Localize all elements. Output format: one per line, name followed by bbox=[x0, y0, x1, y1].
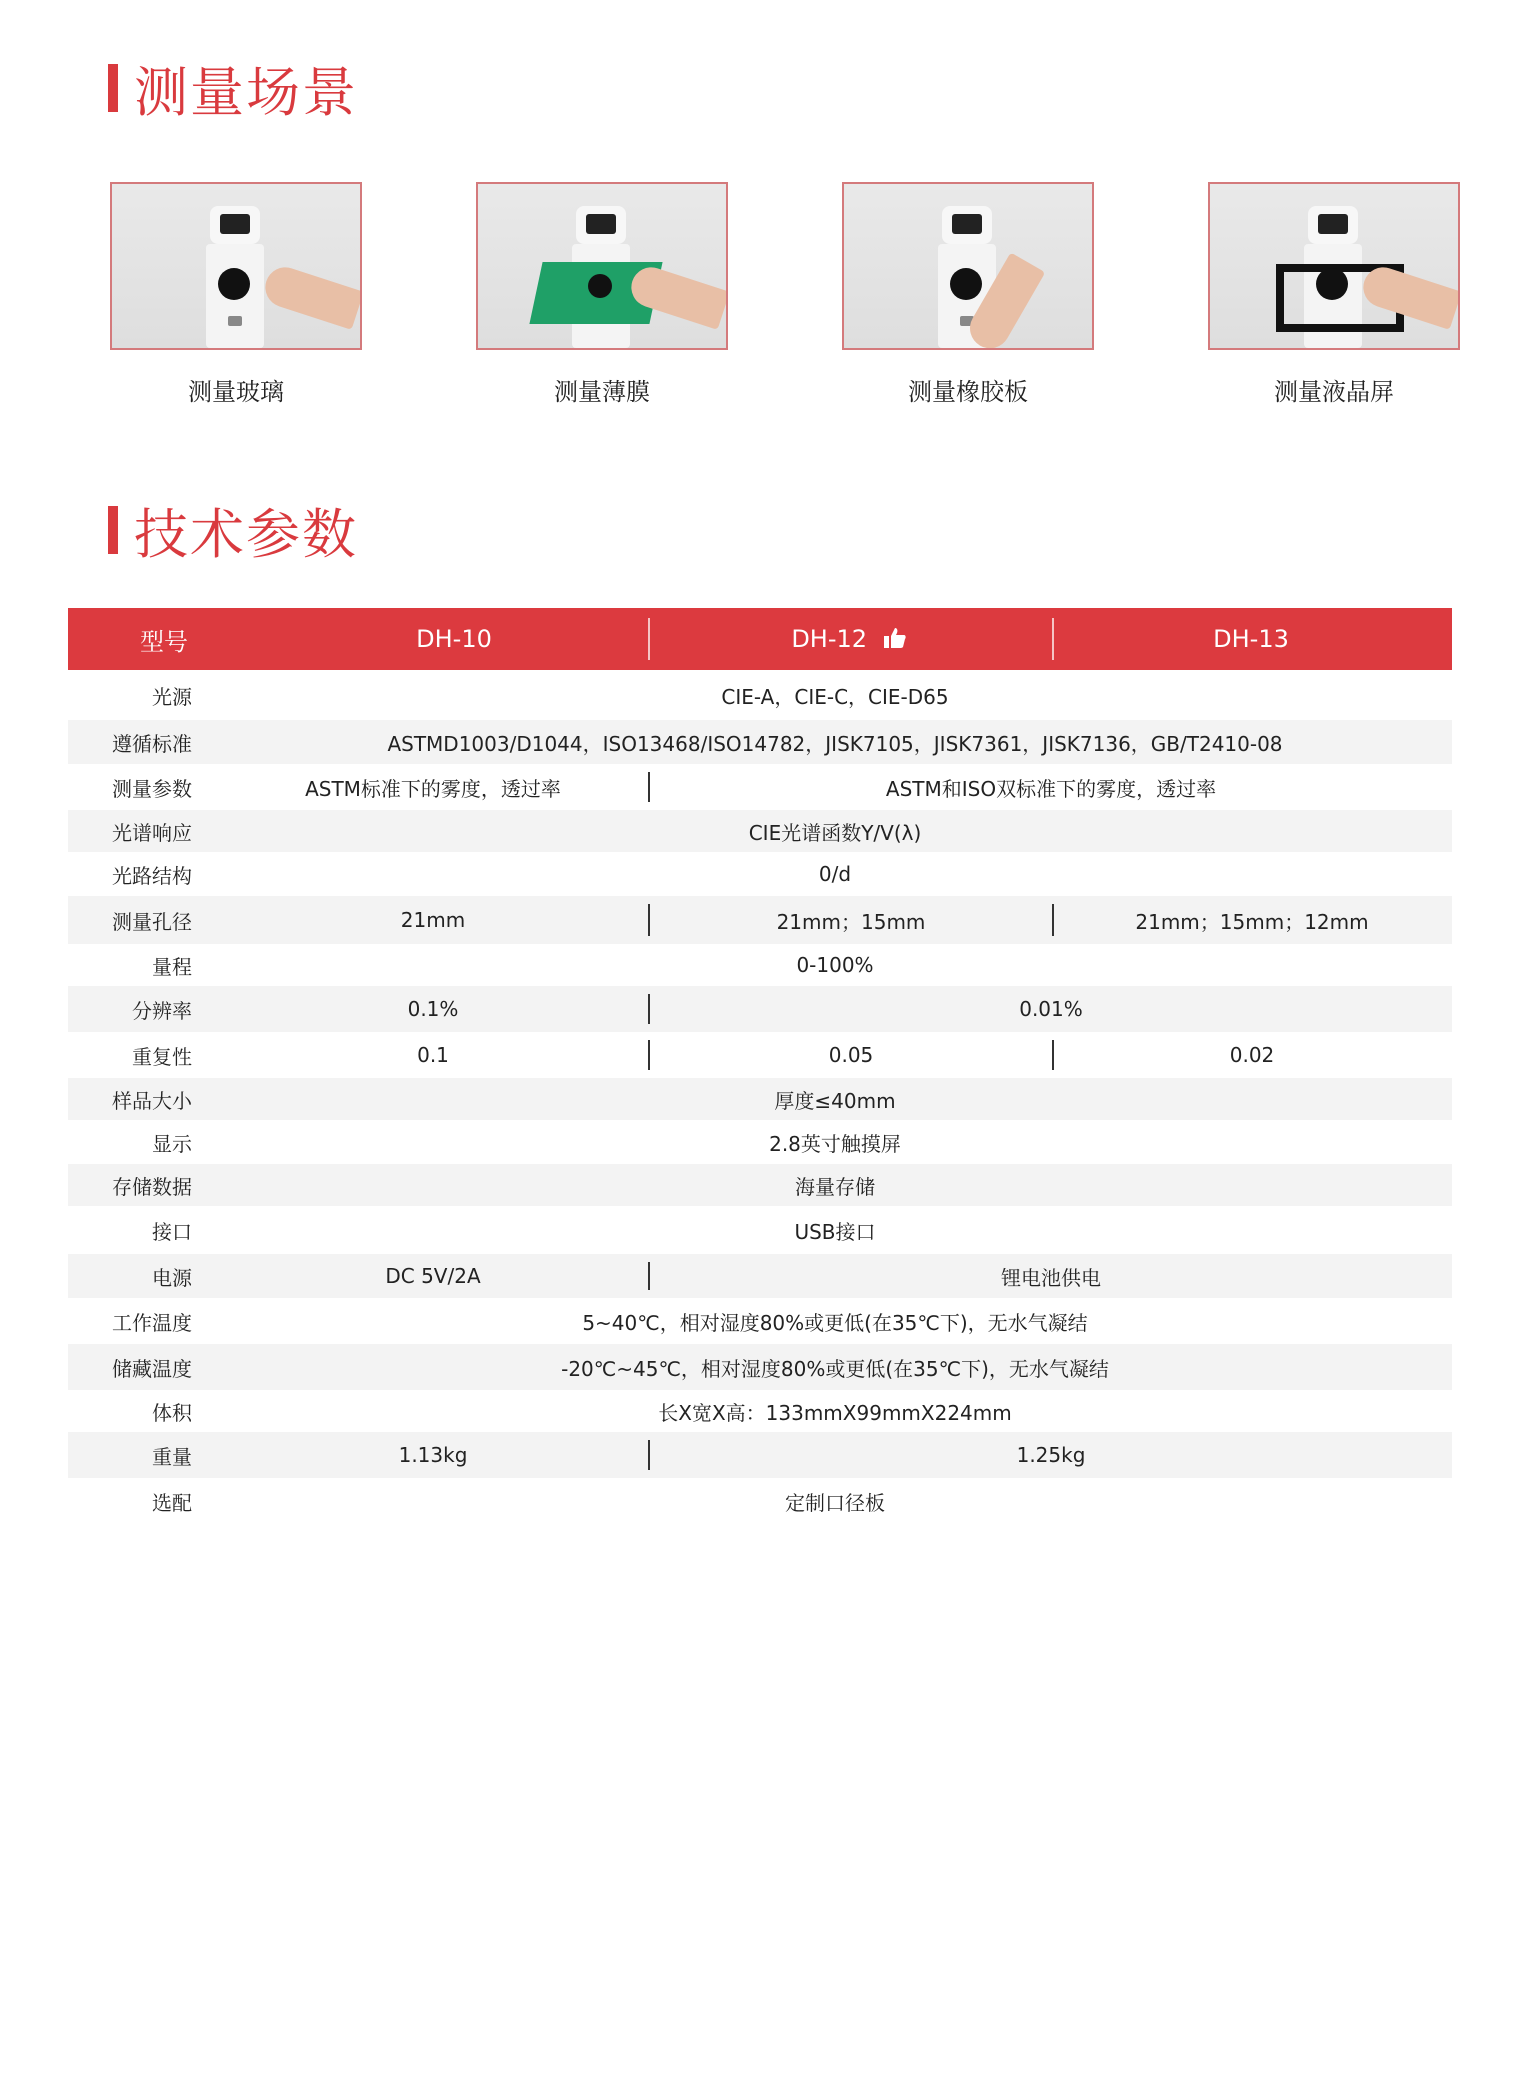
spec-row-value: 0.1 bbox=[417, 1043, 449, 1067]
spec-row-value: 21mm；15mm bbox=[776, 909, 926, 934]
spec-row-value: CIE光谱函数Y/V(λ) bbox=[748, 820, 922, 845]
spec-row bbox=[68, 1478, 1452, 1524]
scene-caption: 测量玻璃 bbox=[188, 378, 284, 406]
scene-card-rubber bbox=[842, 182, 1094, 407]
column-divider bbox=[648, 1040, 650, 1070]
spec-row-value: 0.1% bbox=[407, 997, 459, 1021]
scene-card-glass bbox=[110, 182, 362, 407]
spec-row bbox=[68, 1164, 1452, 1206]
spec-row-value: 定制口径板 bbox=[785, 1490, 885, 1515]
spec-row bbox=[68, 852, 1452, 896]
spec-row-label: 样品大小 bbox=[112, 1088, 192, 1113]
spec-row bbox=[68, 1390, 1452, 1432]
header-model-label: 型号 bbox=[140, 627, 188, 656]
spec-row-value: 21mm；15mm；12mm bbox=[1135, 909, 1369, 934]
spec-table-header bbox=[68, 608, 1452, 670]
scene-caption: 测量薄膜 bbox=[554, 378, 650, 406]
spec-row-value: 锂电池供电 bbox=[1001, 1265, 1101, 1290]
scene-photo-lcd bbox=[1208, 182, 1460, 350]
spec-row-label: 工作温度 bbox=[112, 1310, 192, 1335]
spec-row-value: CIE-A，CIE-C，CIE-D65 bbox=[721, 684, 949, 709]
spec-row bbox=[68, 1254, 1452, 1298]
spec-row-value: 1.25kg bbox=[1016, 1443, 1086, 1467]
header-model-dh10: DH-10 bbox=[416, 625, 492, 653]
spec-row-value: ASTM标准下的雾度，透过率 bbox=[305, 776, 561, 801]
scene-photo-rubber bbox=[842, 182, 1094, 350]
thumbs-up-icon bbox=[883, 627, 907, 649]
column-divider bbox=[1052, 904, 1054, 936]
column-divider bbox=[648, 1262, 650, 1290]
spec-row-label: 选配 bbox=[152, 1490, 192, 1515]
spec-row-label: 测量参数 bbox=[112, 776, 192, 801]
scene-photo-film bbox=[476, 182, 728, 350]
spec-table bbox=[68, 608, 1452, 1524]
spec-row-label: 体积 bbox=[152, 1400, 192, 1425]
spec-row-value: 5~40℃，相对湿度80%或更低(在35℃下)，无水气凝结 bbox=[582, 1310, 1088, 1335]
spec-row bbox=[68, 720, 1452, 764]
spec-table-body bbox=[68, 670, 1452, 1524]
section-title-scenes bbox=[108, 52, 358, 124]
spec-row bbox=[68, 1120, 1452, 1164]
section-title-specs bbox=[108, 494, 358, 566]
spec-row-label: 量程 bbox=[152, 954, 192, 979]
spec-row bbox=[68, 764, 1452, 810]
section-title-text: 测量场景 bbox=[134, 60, 358, 124]
header-model-dh12-text: DH-12 bbox=[791, 625, 868, 653]
spec-row bbox=[68, 1032, 1452, 1078]
spec-row bbox=[68, 810, 1452, 852]
scene-card-film bbox=[476, 182, 728, 407]
spec-row-label: 重量 bbox=[152, 1444, 192, 1469]
spec-row-value: 0/d bbox=[818, 862, 852, 886]
scene-caption: 测量橡胶板 bbox=[908, 378, 1028, 406]
spec-row-value: 0.02 bbox=[1229, 1043, 1275, 1067]
spec-row-value: 21mm bbox=[400, 908, 466, 932]
spec-row-value: 0.01% bbox=[1019, 997, 1083, 1021]
column-divider bbox=[648, 904, 650, 936]
spec-row bbox=[68, 944, 1452, 986]
spec-row-label: 分辨率 bbox=[132, 998, 192, 1023]
spec-row-value: ASTMD1003/D1044，ISO13468/ISO14782，JISK7105，JISK7361，JISK7136，GB/T2410-08 bbox=[387, 731, 1283, 756]
spec-row-label: 显示 bbox=[152, 1131, 192, 1156]
title-accent-bar bbox=[108, 506, 118, 554]
scene-caption: 测量液晶屏 bbox=[1274, 378, 1394, 406]
spec-row bbox=[68, 1344, 1452, 1390]
spec-row-value: 0-100% bbox=[796, 953, 874, 977]
spec-row bbox=[68, 670, 1452, 720]
spec-row-value: 海量存储 bbox=[795, 1174, 875, 1199]
header-model-dh13: DH-13 bbox=[1213, 625, 1289, 653]
column-divider bbox=[648, 994, 650, 1024]
spec-row-value: ASTM和ISO双标准下的雾度，透过率 bbox=[885, 776, 1217, 801]
spec-row bbox=[68, 1078, 1452, 1120]
spec-row-value: DC 5V/2A bbox=[385, 1264, 481, 1288]
spec-row bbox=[68, 1298, 1452, 1344]
spec-row-label: 重复性 bbox=[132, 1044, 192, 1069]
spec-row-label: 储藏温度 bbox=[112, 1356, 192, 1381]
spec-row-label: 遵循标准 bbox=[112, 731, 192, 756]
header-model-dh12 bbox=[648, 625, 1050, 653]
spec-row-value: 2.8英寸触摸屏 bbox=[769, 1131, 901, 1156]
spec-row-label: 接口 bbox=[152, 1219, 192, 1244]
spec-row-value: 1.13kg bbox=[398, 1443, 468, 1467]
column-divider bbox=[648, 772, 650, 802]
column-divider bbox=[1052, 1040, 1054, 1070]
spec-row-value: USB接口 bbox=[794, 1219, 876, 1244]
spec-row-value: 厚度≤40mm bbox=[774, 1088, 896, 1113]
scene-gallery bbox=[110, 182, 1466, 412]
title-accent-bar bbox=[108, 64, 118, 112]
spec-row-value: 0.05 bbox=[828, 1043, 874, 1067]
spec-row bbox=[68, 1432, 1452, 1478]
spec-row-label: 测量孔径 bbox=[112, 909, 192, 934]
spec-row-label: 光路结构 bbox=[112, 863, 192, 888]
spec-row-value: -20℃~45℃，相对湿度80%或更低(在35℃下)，无水气凝结 bbox=[561, 1356, 1109, 1381]
section-title-text: 技术参数 bbox=[134, 502, 358, 566]
spec-row-label: 存储数据 bbox=[112, 1174, 192, 1199]
spec-row-value: 长X宽X高：133mmX99mmX224mm bbox=[658, 1400, 1012, 1425]
spec-row-label: 电源 bbox=[152, 1265, 192, 1290]
spec-row-label: 光谱响应 bbox=[112, 820, 192, 845]
spec-row bbox=[68, 1206, 1452, 1254]
spec-row bbox=[68, 986, 1452, 1032]
scene-card-lcd bbox=[1208, 182, 1460, 407]
spec-row bbox=[68, 896, 1452, 944]
scene-photo-glass bbox=[110, 182, 362, 350]
spec-row-label: 光源 bbox=[152, 684, 192, 709]
column-divider bbox=[648, 1440, 650, 1470]
